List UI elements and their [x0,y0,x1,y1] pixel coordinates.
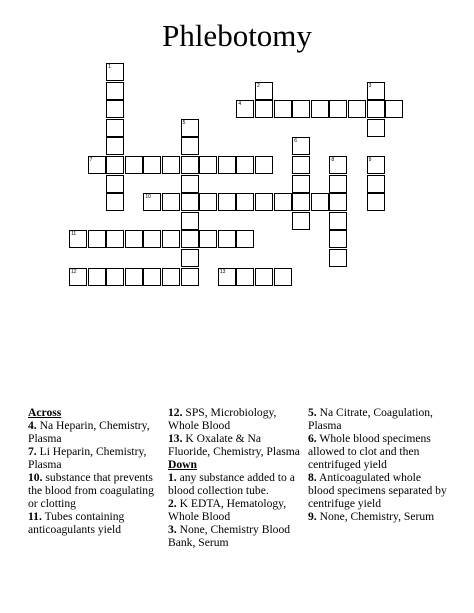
grid-cell[interactable] [143,156,161,174]
down-clue-1: 1. any substance added to a blood collection tube. [168,471,295,497]
grid-cell[interactable] [181,230,199,248]
grid-cell[interactable] [292,193,310,211]
cell-number: 10 [145,194,151,201]
grid-cell[interactable] [367,175,385,193]
grid-cell[interactable] [143,193,161,211]
grid-cell[interactable] [311,193,329,211]
cell-number: 2 [257,82,260,89]
across-clue-10: 10. substance that prevents the blood from coagulating or clotting [28,471,154,510]
down-clue-9: 9. None, Chemistry, Serum [308,510,435,523]
cell-number: 6 [294,138,297,145]
grid-cell[interactable] [236,230,254,248]
grid-cell[interactable] [367,193,385,211]
grid-cell[interactable] [106,82,124,100]
clues-column-1 [28,406,158,536]
grid-cell[interactable] [106,268,124,286]
down-clue-3: 3. None, Chemistry Blood Bank, Serum [168,523,291,549]
grid-cell[interactable] [106,156,124,174]
grid-cell[interactable] [292,156,310,174]
grid-cell[interactable] [125,156,143,174]
grid-cell[interactable] [255,82,273,100]
down-clue-8: 8. Anticoagulated whole blood specimens separated by centrifuge yield [308,471,447,510]
cell-number: 9 [368,157,372,163]
grid-cell[interactable] [181,249,199,267]
grid-cell[interactable] [255,100,273,118]
grid-cell[interactable] [255,268,273,286]
grid-cell[interactable] [181,212,199,230]
down-clue-5: 5. Na Citrate, Coagulation, Plasma [308,406,433,432]
cell-number: 5 [182,119,186,126]
grid-cell[interactable] [106,193,124,211]
grid-cell[interactable] [292,212,310,230]
grid-cell[interactable] [367,82,385,100]
grid-cell[interactable] [181,175,199,193]
cell-number: 11 [71,231,77,238]
grid-cell[interactable] [88,268,106,286]
grid-cell[interactable] [329,193,347,211]
grid-cell[interactable] [218,230,236,248]
grid-cell[interactable] [218,156,236,174]
grid-cell[interactable] [69,230,87,248]
grid-cell[interactable] [199,193,217,211]
grid-cell[interactable] [274,268,292,286]
grid-cell[interactable] [329,100,347,118]
puzzle-title: Phlebotomy [162,18,312,53]
grid-cell[interactable] [348,100,366,118]
grid-cell[interactable] [88,230,106,248]
grid-cell[interactable] [106,230,124,248]
grid-cell[interactable] [181,137,199,155]
across-clue-4: 4. Na Heparin, Chemistry, Plasma [28,419,150,445]
across-clue-11: 11. Tubes containing anticoagulants yield [28,510,125,536]
grid-cell[interactable] [106,119,124,137]
grid-cell[interactable] [143,230,161,248]
across-heading: Across [28,406,62,419]
cell-number: 3 [368,82,372,89]
down-clue-6: 6. Whole blood specimens allowed to clot and then centrifuged yield [308,432,431,471]
grid-cell[interactable] [162,230,180,248]
grid-cell[interactable] [236,268,254,286]
grid-cell[interactable] [181,268,199,286]
grid-cell[interactable] [162,193,180,211]
across-clue-12: 12. SPS, Microbiology, Whole Blood [168,406,277,432]
clues-column-2 [168,406,304,549]
clues-column-3 [308,406,448,523]
grid-cell[interactable] [367,156,385,174]
down-clue-2: 2. K EDTA, Hematology, Whole Blood [168,497,287,523]
cell-number: 4 [238,101,242,108]
across-clue-7: 7. Li Heparin, Chemistry, Plasma [28,445,147,471]
grid-cell[interactable] [274,193,292,211]
cell-number: 8 [331,157,335,163]
cell-number: 12 [71,268,77,275]
grid-cell[interactable] [106,63,124,81]
grid-cell[interactable] [143,268,161,286]
grid-cell[interactable] [292,137,310,155]
grid-cell[interactable] [329,212,347,230]
grid-cell[interactable] [199,230,217,248]
grid-cell[interactable] [236,193,254,211]
grid-cell[interactable] [69,268,87,286]
cell-number: 13 [219,268,226,275]
grid-cell[interactable] [367,119,385,137]
grid-cell[interactable] [181,156,199,174]
grid-cell[interactable] [292,100,310,118]
grid-cell[interactable] [292,175,310,193]
down-heading: Down [168,458,197,471]
grid-cell[interactable] [106,175,124,193]
grid-cell[interactable] [329,175,347,193]
grid-cell[interactable] [181,119,199,137]
grid-cell[interactable] [199,156,217,174]
grid-cell[interactable] [385,100,403,118]
grid-cell[interactable] [218,268,236,286]
grid-cell[interactable] [218,193,236,211]
grid-cell[interactable] [311,100,329,118]
grid-cell[interactable] [274,100,292,118]
grid-cell[interactable] [106,100,124,118]
grid-cell[interactable] [125,268,143,286]
cell-number: 1 [108,64,111,70]
grid-cell[interactable] [236,100,254,118]
grid-cell[interactable] [255,193,273,211]
grid-cell[interactable] [367,100,385,118]
grid-cell[interactable] [236,156,254,174]
grid-cell[interactable] [162,268,180,286]
cell-number: 7 [89,157,93,163]
across-clue-13: 13. K Oxalate & Na Fluoride, Chemistry, Plasma [168,432,300,458]
grid-cell[interactable] [329,249,347,267]
grid-cell[interactable] [88,156,106,174]
grid-cell[interactable] [329,230,347,248]
grid-cell[interactable] [329,156,347,174]
grid-cell[interactable] [125,230,143,248]
grid-cell[interactable] [162,156,180,174]
grid-cell[interactable] [255,156,273,174]
grid-cell[interactable] [106,137,124,155]
grid-cell[interactable] [181,193,199,211]
